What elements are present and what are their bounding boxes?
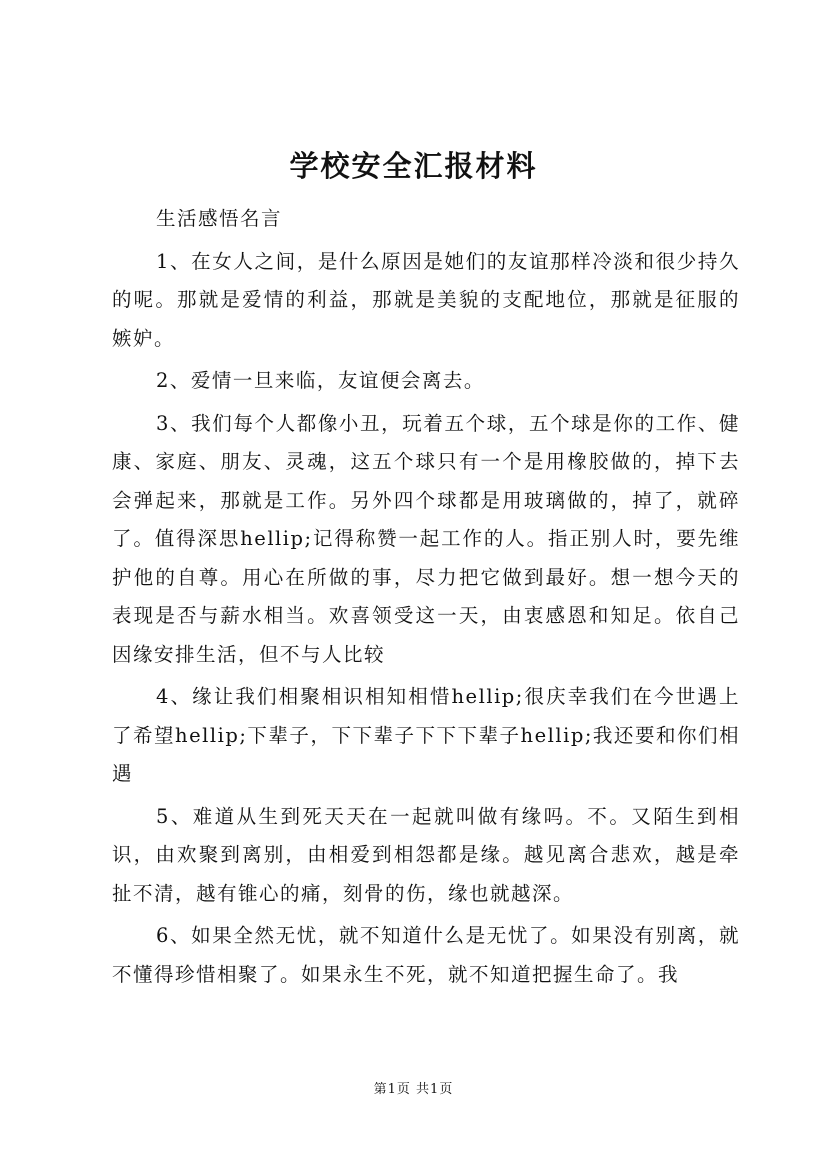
paragraph-4: 4、缘让我们相聚相识相知相惜hellip;很庆幸我们在今世遇上了希望hellip;下辈子，下下辈子下下下辈子hellip;我还要和你们相遇	[112, 685, 740, 785]
document-title: 学校安全汇报材料	[289, 149, 538, 183]
document-subheading: 生活感悟名言	[156, 207, 283, 230]
document-body	[112, 200, 740, 994]
paragraph-2: 2、爱情一旦来临，友谊便会离去。	[156, 369, 485, 392]
paragraph-5: 5、难道从生到死天天在一起就叫做有缘吗。不。又陌生到相识，由欢聚到离别，由相爱到相怨都是缘。越见离合悲欢，越是牵扯不清，越有锥心的痛，刻骨的伤，缘也就越深。	[112, 804, 740, 905]
page-footer: 第1页 共1页	[373, 1082, 454, 1097]
paragraph-6: 6、如果全然无忧，就不知道什么是无忧了。如果没有别离，就不懂得珍惜相聚了。如果永生不死，就不知道把握生命了。我	[112, 924, 740, 986]
paragraph-1: 1、在女人之间，是什么原因是她们的友谊那样冷淡和很少持久的呢。那就是爱情的利益，那就是美貌的支配地位，那就是征服的嫉妒。	[112, 249, 740, 350]
paragraph-3: 3、我们每个人都像小丑，玩着五个球，五个球是你的工作、健康、家庭、朋友、灵魂，这五个球只有一个是用橡胶做的，掉下去会弹起来，那就是工作。另外四个球都是用玻璃做的，掉了，就碎了。值得深思hellip;记得称赞一起工作的人。指正别人时，要先维护他的自尊。用心在所做的事，尽力把它做到最好。想一想今天的表现是否与薪水相当。欢喜领受这一天，由衷感恩和知足。依自己因缘安排生活，但不与人比较	[112, 411, 740, 666]
